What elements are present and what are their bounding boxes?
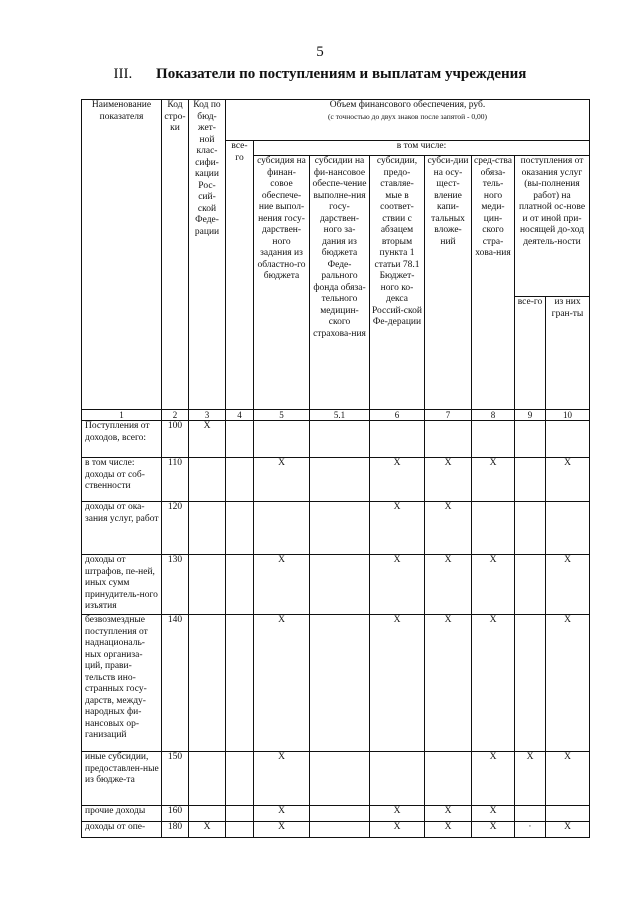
cell-c6	[370, 752, 425, 806]
cell-c3: X	[189, 421, 226, 458]
column-number: 5	[254, 410, 310, 421]
cell-c10: X	[546, 752, 590, 806]
cell-c8: X	[472, 822, 515, 838]
cell-c7: X	[425, 458, 472, 502]
cell-c3	[189, 458, 226, 502]
cell-c51	[310, 822, 370, 838]
row-code: 100	[162, 421, 189, 458]
cell-c10: X	[546, 555, 590, 615]
cell-c51	[310, 421, 370, 458]
cell-c10: X	[546, 458, 590, 502]
table-row	[82, 555, 590, 615]
row-name: доходы от опе-	[82, 822, 162, 838]
cell-c51	[310, 806, 370, 822]
cell-c7: X	[425, 502, 472, 555]
row-code: 150	[162, 752, 189, 806]
cell-c7: X	[425, 822, 472, 838]
cell-c9	[515, 615, 546, 752]
header-name: Наименование показателя	[82, 100, 162, 410]
cell-c10	[546, 806, 590, 822]
row-name: Поступления от доходов, всего:	[82, 421, 162, 458]
cell-c7: X	[425, 615, 472, 752]
section-title-text: Показатели по поступлениям и выплатам учреждения	[156, 66, 527, 82]
cell-c5: X	[254, 806, 310, 822]
cell-c3: X	[189, 822, 226, 838]
header-col8: сред-ства обяза-тель-ного меди-цин-ского стра-хова-ния	[472, 156, 515, 410]
cell-c4	[226, 822, 254, 838]
row-name: доходы от штрафов, пе-ней, иных сумм принудитель-ного изъятия	[82, 555, 162, 615]
cell-c4	[226, 421, 254, 458]
cell-c8: X	[472, 806, 515, 822]
column-number: 5.1	[310, 410, 370, 421]
cell-c10: X	[546, 615, 590, 752]
section-title	[0, 66, 640, 83]
row-code: 120	[162, 502, 189, 555]
header-col5: субсидия на финан-совое обеспече-ние выпол-нения госу-дарствен-ного задания из областно-го бюджета	[254, 156, 310, 410]
cell-c8: X	[472, 752, 515, 806]
column-number: 2	[162, 410, 189, 421]
column-number: 9	[515, 410, 546, 421]
section-number: III.	[113, 66, 133, 82]
table-row	[82, 752, 590, 806]
cell-c7	[425, 421, 472, 458]
row-name: прочие доходы	[82, 806, 162, 822]
header-line-code: Код стро-ки	[162, 100, 189, 410]
cell-c9	[515, 421, 546, 458]
cell-c4	[226, 555, 254, 615]
cell-c51	[310, 458, 370, 502]
row-code: 110	[162, 458, 189, 502]
cell-c9: X	[515, 752, 546, 806]
cell-c5: X	[254, 822, 310, 838]
cell-c4	[226, 502, 254, 555]
cell-c5: X	[254, 555, 310, 615]
cell-c7: X	[425, 555, 472, 615]
row-code: 130	[162, 555, 189, 615]
cell-c8: X	[472, 615, 515, 752]
indicators-table	[81, 99, 590, 838]
cell-c10	[546, 421, 590, 458]
cell-c6: X	[370, 822, 425, 838]
cell-c6: X	[370, 458, 425, 502]
row-name: иные субсидии, предоставлен-ные из бюдже-та	[82, 752, 162, 806]
row-name: безвозмездные поступления от наднациональ-ных организа-ций, прави-тельств ино-странных госу-дарств, между-народных фи-нансовых ор-ганизаций	[82, 615, 162, 752]
row-code: 140	[162, 615, 189, 752]
column-number: 10	[546, 410, 590, 421]
cell-c6: X	[370, 806, 425, 822]
cell-c6: X	[370, 615, 425, 752]
cell-c51	[310, 555, 370, 615]
table-row	[82, 458, 590, 502]
cell-c7: X	[425, 806, 472, 822]
row-name: доходы от ока-зания услуг, работ	[82, 502, 162, 555]
cell-c51	[310, 752, 370, 806]
header-volume-note: (с точностью до двух знаков после запятой - 0,00)	[328, 111, 488, 121]
header-col5-1: субсидии на фи-нансовое обеспе-чение выполне-ния госу-дарствен-ного за-дания из бюджета Феде-рального фонда обяза-тельного медицин-ского страхова-ния	[310, 156, 370, 410]
cell-c4	[226, 806, 254, 822]
cell-c9	[515, 806, 546, 822]
cell-c10	[546, 502, 590, 555]
cell-c8	[472, 502, 515, 555]
header-col7: субси-дии на осу-щест-вление капи-тальных вложе-ний	[425, 156, 472, 410]
cell-c4	[226, 615, 254, 752]
table-row	[82, 502, 590, 555]
cell-c9	[515, 458, 546, 502]
cell-c6: X	[370, 555, 425, 615]
cell-c3	[189, 615, 226, 752]
cell-c3	[189, 555, 226, 615]
header-col9: все-го	[515, 297, 546, 410]
cell-c8: X	[472, 555, 515, 615]
header-budget-code: Код по бюд-жет-ной клас-сифи-кации Рос-сий-ской Феде-рации	[189, 100, 226, 410]
table-row	[82, 421, 590, 458]
table-row	[82, 822, 590, 838]
column-number: 4	[226, 410, 254, 421]
cell-c5: X	[254, 615, 310, 752]
column-number: 3	[189, 410, 226, 421]
header-including: в том числе:	[254, 141, 590, 156]
cell-c10: X	[546, 822, 590, 838]
column-numbers-row	[82, 410, 590, 421]
table-row	[82, 615, 590, 752]
cell-c5: X	[254, 752, 310, 806]
column-number: 7	[425, 410, 472, 421]
header-total: все-го	[226, 141, 254, 410]
row-code: 180	[162, 822, 189, 838]
header-col6: субсидии, предо-ставляе-мые в соответ-ствии с абзацем вторым пункта 1 статьи 78.1 Бюджет-ного ко-декса Россий-ской Фе-дерации	[370, 156, 425, 410]
header-volume	[226, 100, 590, 141]
cell-c51	[310, 502, 370, 555]
cell-c51	[310, 615, 370, 752]
cell-c6	[370, 421, 425, 458]
table-row	[82, 806, 590, 822]
table-body	[82, 421, 590, 838]
cell-c3	[189, 806, 226, 822]
header-volume-title: Объем финансового обеспечения, руб.	[329, 100, 486, 110]
cell-c5	[254, 421, 310, 458]
cell-c3	[189, 502, 226, 555]
page-number: 5	[316, 44, 324, 60]
cell-c8	[472, 421, 515, 458]
cell-c5: X	[254, 458, 310, 502]
column-number: 6	[370, 410, 425, 421]
header-col9-10: поступления от оказания услуг (вы-полнения работ) на платной ос-нове и от иной при-носящей до-ход деятель-ности	[515, 156, 590, 297]
cell-c9: ·	[515, 822, 546, 838]
cell-c5	[254, 502, 310, 555]
cell-c9	[515, 502, 546, 555]
header-col10: из них гран-ты	[546, 297, 590, 410]
cell-c8: X	[472, 458, 515, 502]
cell-c9	[515, 555, 546, 615]
row-code: 160	[162, 806, 189, 822]
row-name: в том числе: доходы от соб-ственности	[82, 458, 162, 502]
cell-c7	[425, 752, 472, 806]
cell-c4	[226, 752, 254, 806]
column-number: 1	[82, 410, 162, 421]
cell-c6: X	[370, 502, 425, 555]
column-number: 8	[472, 410, 515, 421]
cell-c3	[189, 752, 226, 806]
cell-c4	[226, 458, 254, 502]
